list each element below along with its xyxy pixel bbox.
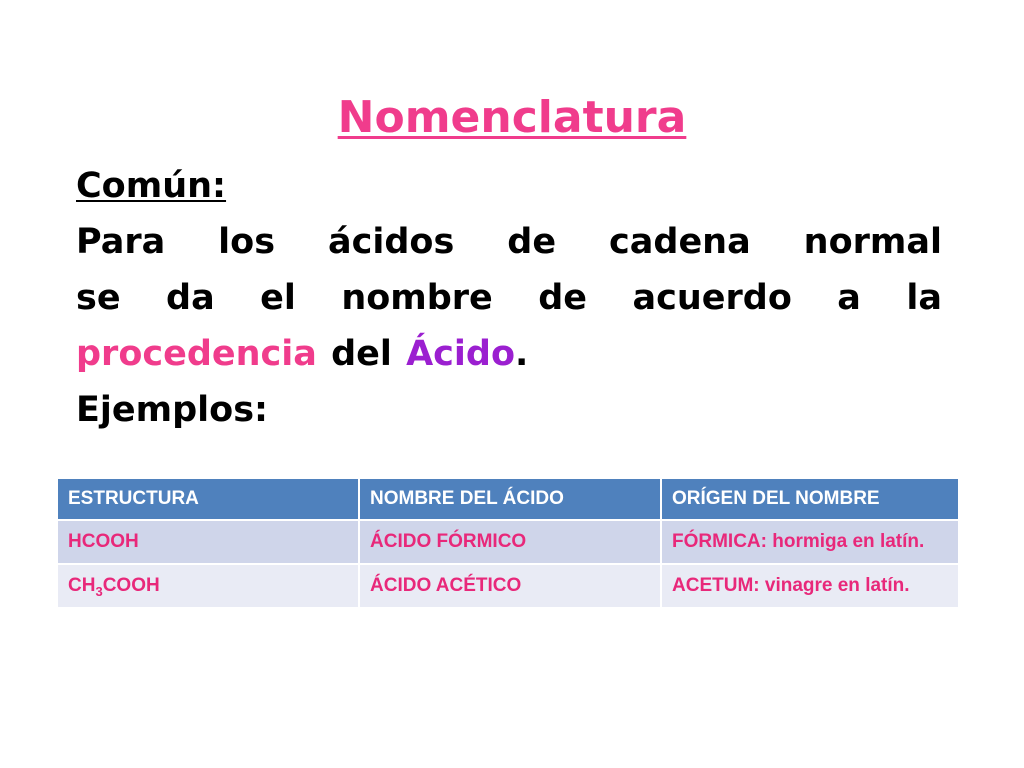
cell-origen: FÓRMICA: hormiga en latín. xyxy=(661,520,959,564)
table-row xyxy=(58,564,959,607)
paragraph-line-2: se da el nombre de acuerdo a la xyxy=(76,278,942,318)
cell-nombre: ÁCIDO FÓRMICO xyxy=(359,520,661,564)
formula-pre: CH xyxy=(68,575,96,596)
formula-subscript: 3 xyxy=(95,584,103,599)
examples-label: Ejemplos: xyxy=(76,390,269,430)
paragraph-line-1: Para los ácidos de cadena normal xyxy=(76,222,942,262)
section-heading xyxy=(76,158,942,214)
column-header-origen: ORÍGEN DEL NOMBRE xyxy=(661,479,959,520)
table-row xyxy=(58,520,959,564)
section-heading-text: Común: xyxy=(76,166,227,206)
highlight-acido: Ácido xyxy=(406,334,516,374)
column-header-estructura: ESTRUCTURA xyxy=(58,479,359,520)
slide-title: Nomenclatura xyxy=(337,92,687,143)
table-header-row xyxy=(58,479,959,520)
paragraph-line-3-mid: del xyxy=(316,334,407,374)
column-header-nombre: NOMBRE DEL ÁCIDO xyxy=(359,479,661,520)
examples-table xyxy=(58,479,960,607)
formula-post: COOH xyxy=(102,575,160,596)
cell-estructura xyxy=(58,564,359,607)
body-text xyxy=(76,158,942,438)
highlight-procedencia: procedencia xyxy=(76,334,317,374)
cell-nombre: ÁCIDO ACÉTICO xyxy=(359,564,661,607)
cell-origen: ACETUM: vinagre en latín. xyxy=(661,564,959,607)
cell-estructura: HCOOH xyxy=(58,520,359,564)
paragraph-line-3 xyxy=(76,326,942,382)
description-paragraph xyxy=(76,214,942,382)
paragraph-line-3-end: . xyxy=(515,334,529,374)
